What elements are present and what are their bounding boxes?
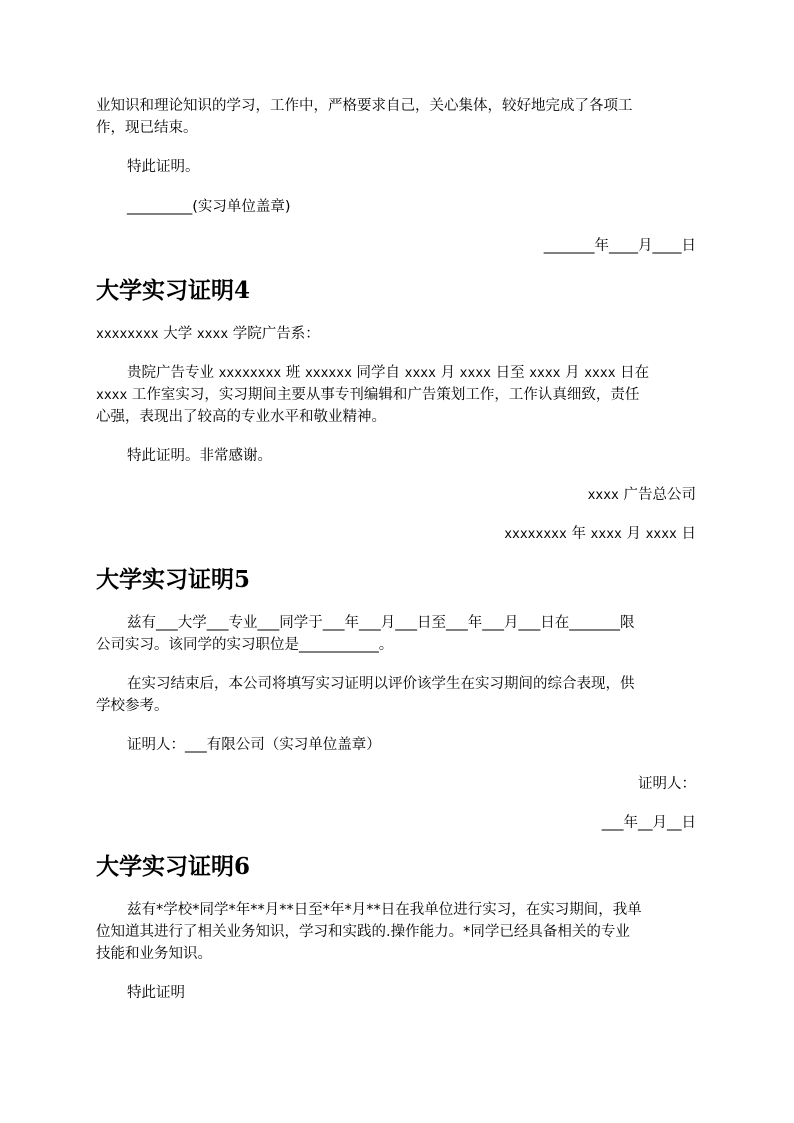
date-line: ___年__月__日 xyxy=(601,815,696,831)
company-line xyxy=(588,484,696,507)
text-segment: 日至 xyxy=(495,365,525,381)
text-segment: 日 xyxy=(681,526,696,542)
date-line: _______年____月____日 xyxy=(543,238,696,254)
placeholder-text: xxxx xyxy=(196,327,229,342)
certifier-right: 证明人： xyxy=(638,776,696,792)
closing-text: 特此证明。非常感谢。 xyxy=(127,448,272,464)
text-segment: 工作室实习，实习期间主要从事专刊编辑和广告策划工作，工作认真细致，责任 xyxy=(131,387,640,403)
text-segment: 月 xyxy=(440,365,456,381)
paragraph-line: 在实习结束后，本公司将填写实习证明以评价该学生在实习期间的综合表现，供 xyxy=(127,676,635,692)
placeholder-text: xxxxxxxx xyxy=(218,366,282,381)
addressee-line xyxy=(96,323,320,346)
section-heading-4: 大学实习证明4 xyxy=(96,277,251,304)
section-heading-6: 大学实习证明6 xyxy=(96,853,251,880)
placeholder-text: xxxx xyxy=(529,366,561,381)
paragraph-line: 技能和业务知识。 xyxy=(96,946,212,962)
placeholder-text: xxxx xyxy=(590,527,622,542)
certifier-line: 证明人：___有限公司（实习单位盖章） xyxy=(127,737,381,753)
text-segment: 同学自 xyxy=(356,365,401,381)
text-segment: 月 xyxy=(626,526,641,542)
closing-text: 特此证明 xyxy=(127,985,185,1001)
text-segment: 班 xyxy=(285,365,301,381)
paragraph-line: 兹有*学校*同学*年**月**日至*年*月**日在我单位进行实习，在实习期间，我单 xyxy=(127,902,642,918)
placeholder-text: xxxx xyxy=(584,366,616,381)
paragraph-line: 学校参考。 xyxy=(96,698,169,714)
placeholder-text: xxxxxx xyxy=(304,366,352,381)
section-heading-5: 大学实习证明5 xyxy=(96,566,251,593)
paragraph-line: 公司实习。该同学的实习职位是___________。 xyxy=(96,637,394,653)
paragraph-line: 位知道其进行了相关业务知识，学习和实践的.操作能力。*同学已经具备相关的专业 xyxy=(96,924,630,940)
paragraph-line: 心强，表现出了较高的专业水平和敬业精神。 xyxy=(96,409,386,425)
placeholder-text: xxxx xyxy=(96,388,128,403)
text-segment: 广告总公司 xyxy=(623,487,696,503)
seal-line: _________(实习单位盖章) xyxy=(127,199,291,215)
text-segment: 贵院广告专业 xyxy=(127,365,214,381)
text-segment: 大学 xyxy=(163,326,193,342)
text-segment: 年 xyxy=(571,526,586,542)
placeholder-text: xxxx xyxy=(459,366,491,381)
paragraph-line xyxy=(127,362,649,385)
placeholder-text: xxxx xyxy=(404,366,436,381)
placeholder-text: xxxxxxxx xyxy=(504,527,567,542)
placeholder-text: xxxx xyxy=(645,527,677,542)
placeholder-text: xxxxxxxx xyxy=(96,327,159,342)
text-segment: 学院广告系： xyxy=(232,326,320,342)
placeholder-text: xxxx xyxy=(587,488,619,503)
paragraph-line: 业知识和理论知识的学习，工作中，严格要求自己，关心集体，较好地完成了各项工 xyxy=(96,98,633,114)
text-segment: 月 xyxy=(565,365,580,381)
text-segment: 日在 xyxy=(620,365,650,381)
paragraph-line: 作，现已结束。 xyxy=(96,120,198,136)
paragraph-line xyxy=(96,384,639,407)
date-line xyxy=(504,523,696,546)
closing-text: 特此证明。 xyxy=(127,159,200,175)
paragraph-line: 兹有___大学___专业___同学于___年___月___日至___年___月___日在_______限 xyxy=(127,615,635,631)
